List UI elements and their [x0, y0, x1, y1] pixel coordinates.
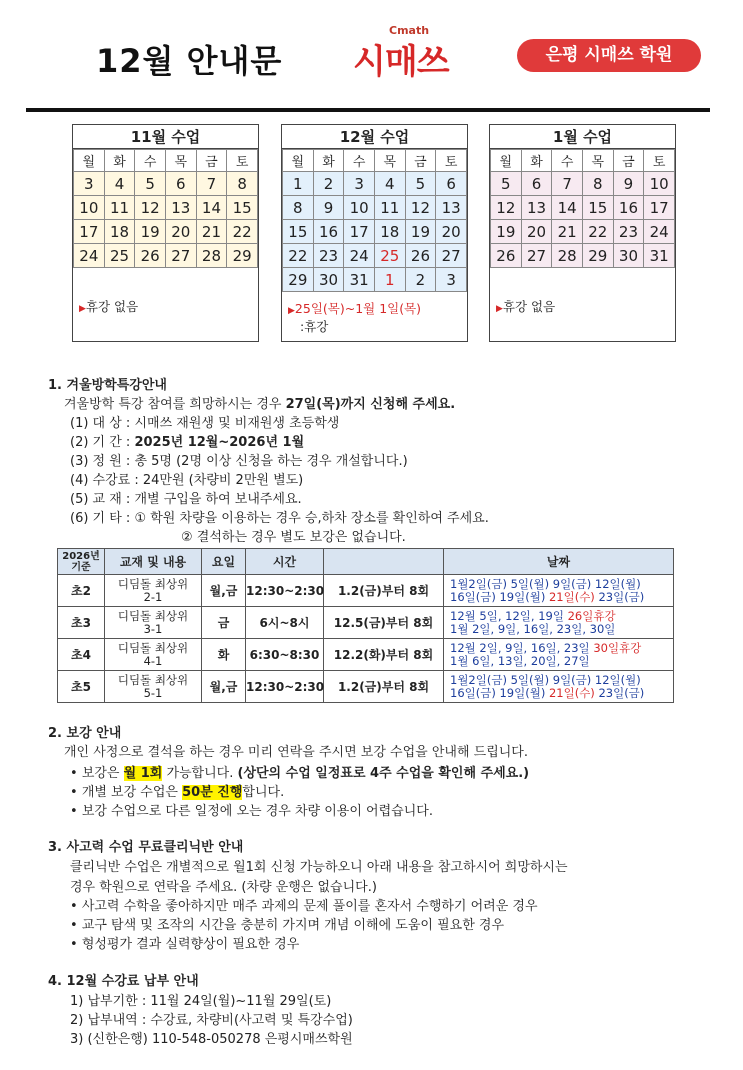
day-cell: 22	[283, 244, 314, 268]
header-divider	[26, 108, 710, 112]
day-cell: 24	[644, 220, 675, 244]
bullet-text: 사고력 수학을 좋아하지만 매주 과제의 문제 풀이를 혼자서 수행하기 어려운 경우	[81, 899, 538, 914]
date-line: 23일(금)	[594, 589, 645, 604]
day-cell: 17	[344, 220, 375, 244]
day-cell: 30	[613, 244, 644, 268]
day-cell: 22	[227, 220, 258, 244]
material-level: 4-1	[143, 653, 163, 668]
note-text: 25일(목)~1월 1일(목)	[294, 301, 422, 316]
day-cell: 24	[74, 244, 105, 268]
weekday: 목	[165, 150, 196, 172]
day-cell: 11	[374, 196, 405, 220]
weekday: 수	[344, 150, 375, 172]
item-text: 24만원 (차량비 2만원 별도)	[142, 473, 304, 488]
date-line: 12월 5일, 12일, 19일	[450, 608, 568, 623]
day-cell: 28	[552, 244, 583, 268]
day-cell: 13	[165, 196, 196, 220]
day-cell: 27	[521, 244, 552, 268]
grade-cell: 초2	[71, 584, 91, 598]
calendar-grid	[73, 149, 258, 268]
calendar-title: 12월 수업	[282, 125, 467, 149]
section4-line: 3) (신한은행) 110-548-050278 은평시매쓰학원	[70, 1032, 353, 1047]
triangle-bullet-icon: ▶	[496, 304, 503, 314]
bullet-text: 형성평가 결과 실력향상이 필요한 경우	[81, 937, 300, 952]
weekday: 월	[74, 150, 105, 172]
day-cell: 10	[344, 196, 375, 220]
section3-paragraph: 클리닉반 수업은 개별적으로 월1회 신청 가능하오니 아래 내용을 참고하시어 희망하시는	[70, 860, 568, 875]
note-text: 휴강 없음	[85, 299, 139, 314]
calendar-grid	[490, 149, 675, 268]
date-red: 21일(수)	[548, 589, 595, 604]
section1-item	[70, 450, 408, 469]
date-cell	[444, 575, 674, 607]
day-cell: 30	[313, 268, 344, 292]
section1-item	[70, 469, 303, 488]
table-row	[58, 607, 674, 639]
date-line: 12월 2일, 9일, 16일, 23일	[450, 640, 594, 655]
header-year	[58, 549, 105, 575]
day-cell: 6	[436, 172, 467, 196]
day-cell: 15	[283, 220, 314, 244]
time-cell: 6시~8시	[259, 616, 310, 630]
day-cell: 7	[196, 172, 227, 196]
day-cell: 12	[405, 196, 436, 220]
section1-item	[70, 488, 302, 507]
day-cell: 29	[283, 268, 314, 292]
weekday: 목	[582, 150, 613, 172]
note-text: 휴강 없음	[502, 299, 556, 314]
bullet-text: 개별 보강 수업은	[81, 785, 183, 800]
day-cell: 5	[135, 172, 166, 196]
day-cell: 24	[344, 244, 375, 268]
start-cell: 12.2(화)부터 8회	[333, 648, 434, 662]
day-cell: 9	[313, 196, 344, 220]
academy-badge: 은평 시매쓰 학원	[517, 39, 701, 72]
section3-heading: 3. 사고력 수업 무료클리닉반 안내	[48, 840, 244, 855]
weekday: 금	[613, 150, 644, 172]
calendar-december	[281, 124, 468, 342]
simath-logo	[353, 24, 493, 82]
date-red: 21일(수)	[548, 685, 595, 700]
day-cell: 1	[283, 172, 314, 196]
section1-intro	[64, 393, 455, 412]
section1-item	[70, 507, 489, 526]
start-cell: 1.2(금)부터 8회	[337, 680, 430, 694]
calendar-note	[288, 301, 421, 334]
item-text: ① 학원 차량을 이용하는 경우 승,하차 장소를 확인하여 주세요.	[134, 511, 489, 526]
day-cell: 19	[405, 220, 436, 244]
bullet-text: 보강은	[81, 766, 124, 781]
calendar-note	[496, 297, 555, 315]
intro-deadline: 27일(목)까지 신청해 주세요.	[285, 397, 456, 412]
material-name: 디딤돌 최상위	[117, 640, 189, 655]
highlight-text: 50분 진행	[182, 785, 243, 800]
section1-item	[70, 412, 339, 431]
calendar-title: 1월 수업	[490, 125, 675, 149]
weekday: 토	[436, 150, 467, 172]
day-cell: 5	[491, 172, 522, 196]
day-cell: 10	[644, 172, 675, 196]
day-cell: 23	[613, 220, 644, 244]
date-red: 30일휴강	[593, 640, 642, 655]
item-text: 총 5명 (2명 이상 신청을 하는 경우 개설합니다.)	[134, 454, 408, 469]
day-cell: 22	[582, 220, 613, 244]
day-cell: 7	[552, 172, 583, 196]
date-red: 26일휴강	[567, 608, 616, 623]
item-label: (3) 정 원 :	[70, 454, 135, 469]
grade-cell: 초4	[71, 648, 91, 662]
header-material: 교재 및 내용	[105, 549, 202, 575]
note-text-2: :휴강	[300, 319, 329, 334]
day-cell: 월,금	[209, 680, 238, 694]
section3-bullet: • 교구 탐색 및 조작의 시간을 충분히 가지며 개념 이해에 도움이 필요한 경우	[70, 918, 505, 933]
item-text: 2025년 12월~2026년 1월	[134, 435, 305, 450]
logo-small-text: Cmath	[389, 24, 430, 37]
day-cell: 5	[405, 172, 436, 196]
weekday: 토	[227, 150, 258, 172]
day-cell: 9	[613, 172, 644, 196]
day-cell: 16	[613, 196, 644, 220]
day-cell: 2	[313, 172, 344, 196]
day-cell: 15	[227, 196, 258, 220]
time-cell: 12:30~2:30	[246, 583, 325, 598]
header-date: 날짜	[444, 549, 674, 575]
day-cell: 17	[644, 196, 675, 220]
day-cell: 21	[196, 220, 227, 244]
time-cell: 6:30~8:30	[249, 647, 320, 662]
day-cell: 16	[313, 220, 344, 244]
day-cell: 21	[552, 220, 583, 244]
time-cell: 12:30~2:30	[246, 679, 325, 694]
material-level: 2-1	[143, 589, 163, 604]
date-line: 1월 2일, 9일, 16일, 23일, 30일	[450, 621, 616, 636]
triangle-bullet-icon: ▶	[288, 306, 295, 316]
grade-cell: 초3	[71, 616, 91, 630]
year-text: 2026년	[62, 550, 100, 562]
item-text: 개별 구입을 하여 보내주세요.	[134, 492, 302, 507]
weekday: 목	[374, 150, 405, 172]
day-cell: 23	[313, 244, 344, 268]
day-cell: 25	[104, 244, 135, 268]
date-line: 23일(금)	[594, 685, 645, 700]
section4-line: 1) 납부기한 : 11월 24일(월)~11월 29일(토)	[70, 994, 332, 1009]
weekday: 수	[135, 150, 166, 172]
day-cell: 28	[196, 244, 227, 268]
highlight-text: 월 1회	[123, 766, 163, 781]
weekday: 금	[405, 150, 436, 172]
material-name: 디딤돌 최상위	[117, 576, 189, 591]
weekday: 수	[552, 150, 583, 172]
day-cell: 금	[217, 616, 230, 630]
intro-text: 겨울방학 특강 참여를 희망하시는 경우	[64, 397, 286, 412]
date-line: 16일(금) 19일(월)	[450, 685, 549, 700]
weekday: 월	[283, 150, 314, 172]
course-table	[57, 548, 674, 703]
logo-main-text: 시매쓰	[353, 42, 449, 82]
section1-heading: 1. 겨울방학특강안내	[48, 378, 167, 393]
date-cell	[444, 639, 674, 671]
section1-item-continued: ② 결석하는 경우 별도 보강은 없습니다.	[181, 530, 406, 545]
grade-cell: 초5	[71, 680, 91, 694]
day-cell: 14	[552, 196, 583, 220]
day-cell: 26	[135, 244, 166, 268]
day-cell: 8	[582, 172, 613, 196]
day-cell: 12	[135, 196, 166, 220]
table-row	[58, 671, 674, 703]
item-label: (4) 수강료 :	[70, 473, 143, 488]
day-cell: 15	[582, 196, 613, 220]
calendar-grid	[282, 149, 467, 292]
section4-heading: 4. 12월 수강료 납부 안내	[48, 974, 199, 989]
day-cell: 31	[344, 268, 375, 292]
section4-line: 2) 납부내역 : 수강료, 차량비(사고력 및 특강수업)	[70, 1013, 353, 1028]
day-cell: 20	[521, 220, 552, 244]
header-day: 요일	[202, 549, 246, 575]
page-title: 12월 안내문	[96, 42, 283, 80]
day-cell: 31	[644, 244, 675, 268]
day-cell: 29	[227, 244, 258, 268]
date-cell	[444, 607, 674, 639]
date-line: 16일(금) 19일(월)	[450, 589, 549, 604]
bullet-bold: (상단의 수업 일정표로 4주 수업을 확인해 주세요.)	[237, 766, 530, 781]
section2-heading: 2. 보강 안내	[48, 726, 122, 741]
holiday-cell: 25	[374, 244, 405, 268]
date-cell	[444, 671, 674, 703]
start-cell: 12.5(금)부터 8회	[333, 616, 434, 630]
material-level: 3-1	[143, 621, 163, 636]
day-cell: 19	[135, 220, 166, 244]
item-label: (2) 기 간 :	[70, 435, 135, 450]
basis-text: 기준	[71, 561, 91, 573]
section2-intro: 개인 사정으로 결석을 하는 경우 미리 연락을 주시면 보강 수업을 안내해 드립니다.	[64, 745, 529, 760]
day-cell: 화	[217, 648, 230, 662]
header-blank	[324, 549, 444, 575]
day-cell: 18	[104, 220, 135, 244]
day-cell: 4	[374, 172, 405, 196]
day-cell: 14	[196, 196, 227, 220]
section1-item	[70, 431, 304, 450]
day-cell: 3	[344, 172, 375, 196]
day-cell: 26	[491, 244, 522, 268]
item-label: (5) 교 재 :	[70, 492, 135, 507]
weekday: 금	[196, 150, 227, 172]
weekday: 월	[491, 150, 522, 172]
item-label: (1) 대 상 :	[70, 416, 135, 431]
date-line: 1월 6일, 13일, 20일, 27일	[450, 653, 590, 668]
day-cell: 3	[436, 268, 467, 292]
day-cell: 월,금	[209, 584, 238, 598]
day-cell: 29	[582, 244, 613, 268]
calendar-november	[72, 124, 259, 342]
section2-bullet: • 개별 보강 수업은 50분 진행합니다.	[70, 785, 285, 800]
weekday: 화	[521, 150, 552, 172]
table-row	[58, 639, 674, 671]
bullet-text: 가능합니다.	[162, 766, 238, 781]
item-label: (6) 기 타 :	[70, 511, 135, 526]
day-cell: 8	[283, 196, 314, 220]
section3-bullet: • 사고력 수학을 좋아하지만 매주 과제의 문제 풀이를 혼자서 수행하기 어려운 경우	[70, 899, 538, 914]
table-row	[58, 575, 674, 607]
day-cell: 27	[436, 244, 467, 268]
day-cell: 20	[165, 220, 196, 244]
section3-bullet: • 형성평가 결과 실력향상이 필요한 경우	[70, 937, 300, 952]
weekday: 토	[644, 150, 675, 172]
day-cell: 3	[74, 172, 105, 196]
day-cell: 18	[374, 220, 405, 244]
start-cell: 1.2(금)부터 8회	[337, 584, 430, 598]
triangle-bullet-icon: ▶	[79, 304, 86, 314]
day-cell: 17	[74, 220, 105, 244]
weekday: 화	[104, 150, 135, 172]
day-cell: 27	[165, 244, 196, 268]
holiday-cell: 1	[374, 268, 405, 292]
day-cell: 12	[491, 196, 522, 220]
material-name: 디딤돌 최상위	[117, 672, 189, 687]
calendar-note	[79, 297, 138, 315]
day-cell: 19	[491, 220, 522, 244]
day-cell: 2	[405, 268, 436, 292]
bullet-text: 합니다.	[242, 785, 285, 800]
calendar-january	[489, 124, 676, 342]
weekday: 화	[313, 150, 344, 172]
day-cell: 20	[436, 220, 467, 244]
bullet-text: 보강 수업으로 다른 일정에 오는 경우 차량 이용이 어렵습니다.	[81, 804, 433, 819]
header-time: 시간	[246, 549, 324, 575]
day-cell: 13	[521, 196, 552, 220]
section2-bullet: • 보강 수업으로 다른 일정에 오는 경우 차량 이용이 어렵습니다.	[70, 804, 433, 819]
day-cell: 4	[104, 172, 135, 196]
day-cell: 8	[227, 172, 258, 196]
date-line: 1월2일(금) 5일(월) 9일(금) 12일(월)	[450, 672, 641, 687]
day-cell: 6	[521, 172, 552, 196]
section3-paragraph: 경우 학원으로 연락을 주세요. (차량 운행은 없습니다.)	[70, 880, 377, 895]
bullet-text: 교구 탐색 및 조작의 시간을 충분히 가지며 개념 이해에 도움이 필요한 경우	[81, 918, 505, 933]
day-cell: 26	[405, 244, 436, 268]
section2-bullet: • 보강은 월 1회 가능합니다. (상단의 수업 일정표로 4주 수업을 확인해 주세요.)	[70, 766, 530, 781]
material-level: 5-1	[143, 685, 163, 700]
item-text: 시매쓰 재원생 및 비재원생 초등학생	[134, 416, 340, 431]
day-cell: 13	[436, 196, 467, 220]
calendar-title: 11월 수업	[73, 125, 258, 149]
day-cell: 10	[74, 196, 105, 220]
date-line: 1월2일(금) 5일(월) 9일(금) 12일(월)	[450, 576, 641, 591]
day-cell: 11	[104, 196, 135, 220]
day-cell: 6	[165, 172, 196, 196]
material-name: 디딤돌 최상위	[117, 608, 189, 623]
